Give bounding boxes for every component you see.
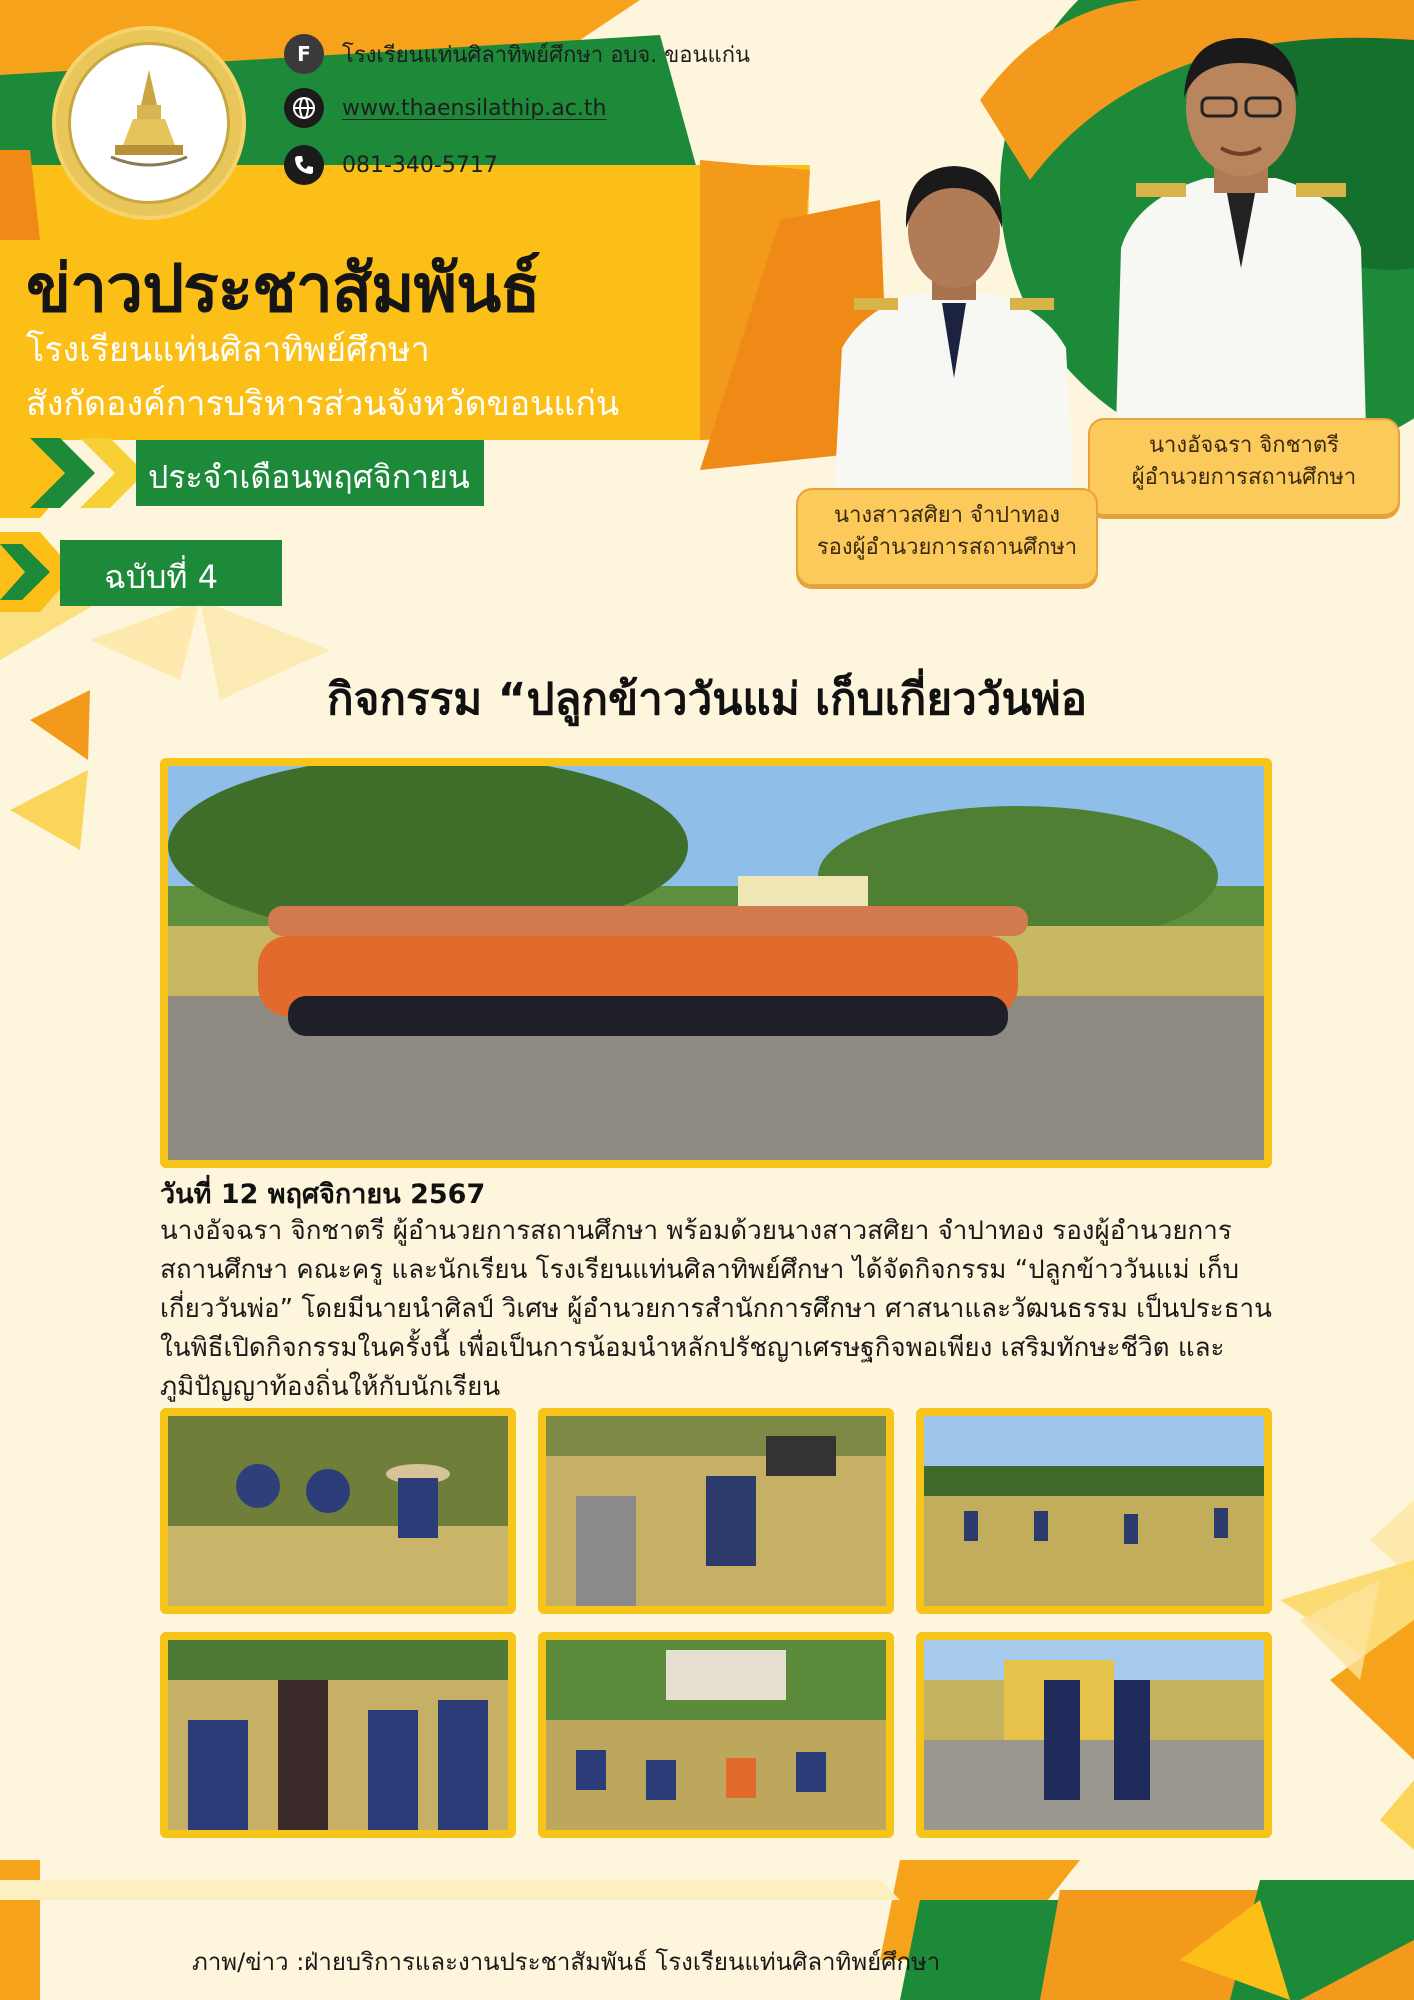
website-contact[interactable]: [284, 88, 606, 128]
article-line: สถานศึกษา คณะครู และนักเรียน โรงเรียนแท่นศิลาทิพย์ศึกษา ได้จัดกิจกรรม “ปลูกข้าววันแม่ เก็บ: [160, 1255, 1239, 1285]
page-title: ข่าวประชาสัมพันธ์: [26, 250, 540, 327]
article-headline: กิจกรรม “ปลูกข้าววันแม่ เก็บเกี่ยววันพ่อ: [326, 674, 1088, 725]
article-line: นางอัจฉรา จิกชาตรี ผู้อำนวยการสถานศึกษา พร้อมด้วยนางสาวสศิยา จำปาทอง รองผู้อำนวยการ: [160, 1216, 1232, 1246]
facebook-contact[interactable]: [284, 34, 750, 74]
director-role: ผู้อำนวยการสถานศึกษา: [1131, 465, 1357, 490]
website-link[interactable]: www.thaensilathip.ac.th: [342, 95, 607, 121]
facebook-icon: F: [284, 34, 324, 74]
phone-text: 081-340-5717: [342, 152, 498, 178]
globe-icon: [284, 88, 324, 128]
director-portrait: [1096, 28, 1386, 428]
director-name: นางอัจฉรา จิกชาตรี: [1149, 433, 1339, 458]
activity-photo-2: [538, 1408, 894, 1614]
school-name: โรงเรียนแท่นศิลาทิพย์ศึกษา: [26, 330, 430, 370]
director-nameplate: [1088, 418, 1400, 516]
activity-photo-3: [916, 1408, 1272, 1614]
article-line: เกี่ยววันพ่อ” โดยมีนายนำศิลป์ วิเศษ ผู้อำนวยการสำนักการศึกษา ศาสนาและวัฒนธรรม เป็นประธาน: [160, 1294, 1272, 1324]
article-line: ในพิธีเปิดกิจกรรมในครั้งนี้ เพื่อเป็นการน้อมนำหลักปรัชญาเศรษฐกิจพอเพียง เสริมทักษะชีวิต และ: [160, 1333, 1225, 1363]
school-logo: [56, 30, 242, 216]
stupa-icon: [71, 45, 227, 201]
article-line: ภูมิปัญญาท้องถิ่นให้กับนักเรียน: [160, 1372, 501, 1402]
issue-label: ฉบับที่ 4: [104, 558, 219, 596]
phone-icon: [284, 145, 324, 185]
activity-photo-5: [538, 1632, 894, 1838]
deputy-director-portrait: [824, 148, 1084, 498]
main-group-photo: [160, 758, 1272, 1168]
activity-photo-6: [916, 1632, 1272, 1838]
facebook-text: โรงเรียนแท่นศิลาทิพย์ศึกษา อบจ. ขอนแก่น: [342, 42, 751, 68]
deputy-nameplate: [796, 488, 1098, 586]
article-date: วันที่ 12 พฤศจิกายน 2567: [160, 1179, 486, 1210]
phone-contact[interactable]: [284, 145, 498, 185]
article-body: [160, 1212, 1280, 1407]
school-affiliation: สังกัดองค์การบริหารส่วนจังหวัดขอนแก่น: [26, 384, 620, 424]
footer-credit: ภาพ/ข่าว :ฝ่ายบริการและงานประชาสัมพันธ์ โรงเรียนแท่นศิลาทิพย์ศึกษา: [192, 1948, 941, 1976]
activity-photo-1: [160, 1408, 516, 1614]
activity-photo-4: [160, 1632, 516, 1838]
deputy-role: รองผู้อำนวยการสถานศึกษา: [816, 535, 1078, 560]
deputy-name: นางสาวสศิยา จำปาทอง: [834, 503, 1060, 528]
month-label: ประจำเดือนพฤศจิกายน: [148, 458, 470, 496]
